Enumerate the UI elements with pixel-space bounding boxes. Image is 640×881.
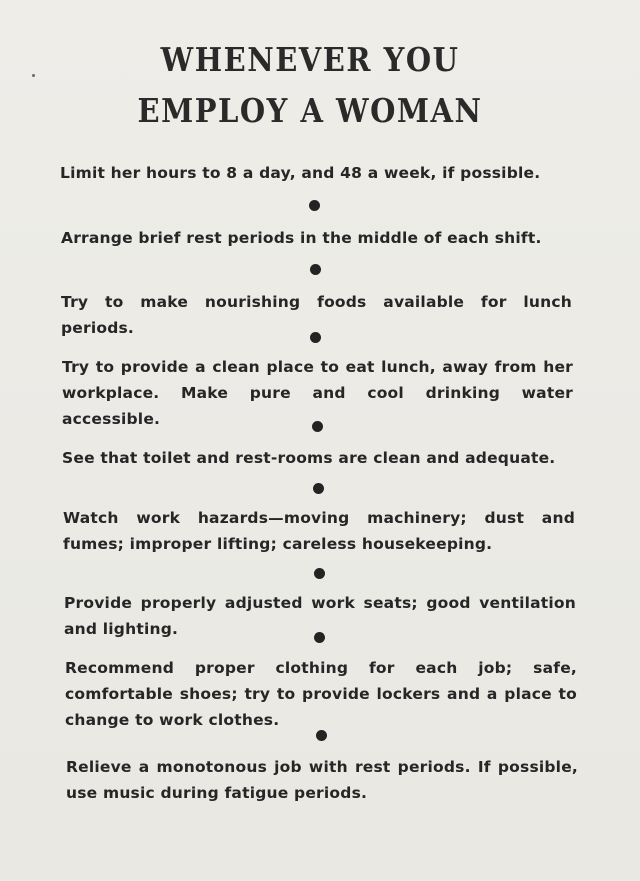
guideline-item: Limit her hours to 8 a day, and 48 a week, if possible.: [60, 164, 541, 182]
bullet-separator: [310, 264, 321, 275]
guideline-item: Arrange brief rest periods in the middle of each shift.: [61, 229, 542, 247]
guideline-item: Recommend proper clothing for each job; safe, comfortable shoes; try to provide lockers and a place to change to work clothes.: [65, 659, 577, 729]
guideline-item: Try to provide a clean place to eat lunch, away from her workplace. Make pure and cool drinking water accessible.: [62, 358, 573, 428]
bullet-separator: [313, 483, 324, 494]
poster-title-line-2: EMPLOY A WOMAN: [137, 91, 483, 131]
bullet-separator: [312, 421, 323, 432]
bullet-separator: [314, 632, 325, 643]
bullet-separator: [310, 332, 321, 343]
guideline-item: Try to make nourishing foods available for lunch periods.: [61, 293, 572, 337]
guideline-item: Watch work hazards—moving machinery; dust and fumes; improper lifting; careless housekeeping.: [63, 509, 575, 553]
guideline-item: Provide properly adjusted work seats; good ventilation and lighting.: [64, 594, 576, 638]
poster-title-line-1: WHENEVER YOU: [160, 40, 460, 80]
bullet-separator: [309, 200, 320, 211]
bullet-separator: [316, 730, 327, 741]
guideline-item: Relieve a monotonous job with rest periods. If possible, use music during fatigue periods.: [66, 758, 578, 802]
guideline-item: See that toilet and rest-rooms are clean and adequate.: [62, 449, 556, 467]
bullet-separator: [314, 568, 325, 579]
